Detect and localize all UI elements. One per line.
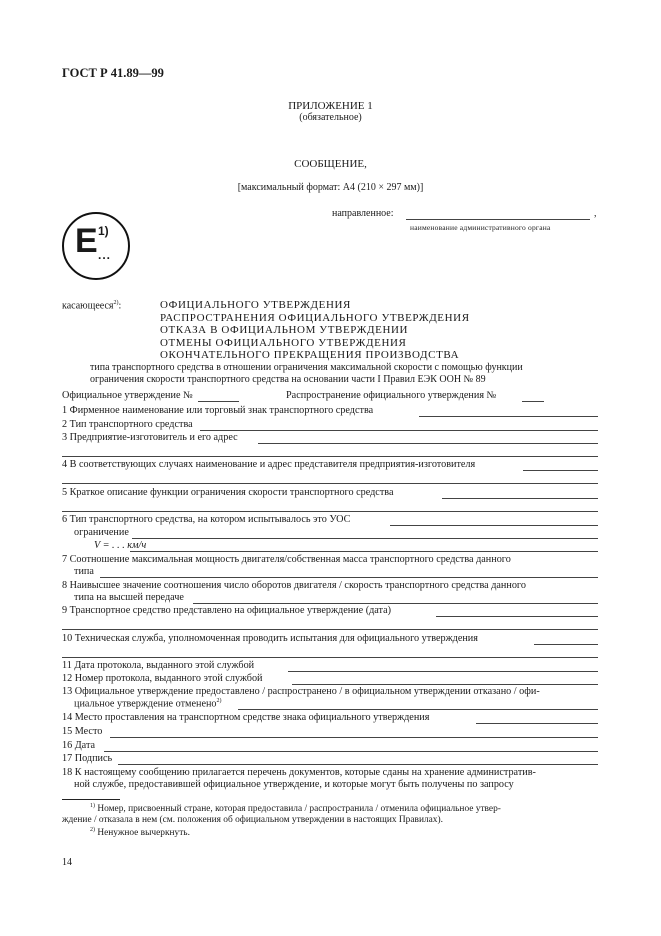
sent-by-caption: наименование административного органа xyxy=(410,223,551,232)
subject-production-discontinued: ОКОНЧАТЕЛЬНОГО ПРЕКРАЩЕНИЯ ПРОИЗВОДСТВА xyxy=(160,349,460,361)
item-8-line xyxy=(193,603,598,604)
message-title: СООБЩЕНИЕ, xyxy=(294,158,367,170)
subject-extension: РАСПРОСТРАНЕНИЯ ОФИЦИАЛЬНОГО УТВЕРЖДЕНИЯ xyxy=(160,312,470,324)
approval-mark-circle xyxy=(62,212,130,280)
approval-mark-letter: E xyxy=(75,222,98,260)
annex-subtitle: (обязательное) xyxy=(299,112,362,123)
subject-official-approval: ОФИЦИАЛЬНОГО УТВЕРЖДЕНИЯ xyxy=(160,299,351,311)
item-12: 12 Номер протокола, выданного этой службой xyxy=(62,673,263,684)
footnote-1: $^{1)}$ Номер, присвоенный стране, которая предоставила / распространила / отменила официальное утвер- xyxy=(90,803,501,815)
approval-mark-superscript: 1) xyxy=(98,224,109,238)
item-18-cont: ной службе, предоставившей официальное утверждение, и которые могут быть получены по запросу xyxy=(74,779,514,790)
item-8-cont: типа на высшей передаче xyxy=(74,592,184,603)
approval-mark-dots: ... xyxy=(98,248,112,262)
item-9: 9 Транспортное средство представлено на официальное утверждение (дата) xyxy=(62,605,392,616)
item-18: 18 К настоящему сообщению прилагается перечень документов, которые сданы на хранение административ- xyxy=(62,767,536,778)
item-13: 13 Официальное утверждение предоставлено / распространено / в официальном утверждении отказано / офи- xyxy=(62,686,540,697)
item-5: 5 Краткое описание функции ограничения скорости транспортного средства xyxy=(62,487,394,498)
footnote-1-cont: ждение / отказала в нем (см. положения об официальном утверждении в настоящих Правилах). xyxy=(62,815,443,825)
item-10: 10 Техническая служба, уполномоченная проводить испытания для официального утверждения xyxy=(62,633,478,644)
footnote-2: $^{2)}$ Ненужное вычеркнуть. xyxy=(90,827,190,839)
concerning-label: касающееся$^{2)}$: xyxy=(62,300,122,312)
type-text-line-2: ограничения скорости транспортного средства на основании части I Правил ЕЭК ООН № 89 xyxy=(90,374,486,385)
item-3-line xyxy=(258,443,598,444)
extension-number-line xyxy=(522,401,544,402)
item-6-speed: V = . . . км/ч xyxy=(94,540,147,551)
item-6-limitation: ограничение xyxy=(74,527,129,538)
item-16-line xyxy=(104,751,598,752)
approval-number-line xyxy=(198,401,239,402)
item-8: 8 Наивысшее значение соотношения число оборотов двигателя / скорость транспортного средства данного xyxy=(62,580,526,591)
item-7-line xyxy=(100,577,598,578)
item-16: 16 Дата xyxy=(62,740,96,751)
item-13-line xyxy=(238,709,598,710)
page-number: 14 xyxy=(62,857,72,868)
item-14-line xyxy=(476,723,598,724)
item-9-line xyxy=(436,616,598,617)
item-9-line-2 xyxy=(62,629,598,630)
item-10-line xyxy=(534,644,598,645)
format-note: [максимальный формат: А4 (210 × 297 мм)] xyxy=(237,182,424,193)
item-2-line xyxy=(200,430,598,431)
item-4: 4 В соответствующих случаях наименование и адрес представителя предприятия-изготовителя xyxy=(62,459,476,470)
item-17-line xyxy=(118,764,598,765)
item-14: 14 Место проставления на транспортном средстве знака официального утверждения xyxy=(62,712,430,723)
item-15-line xyxy=(110,737,598,738)
item-6-line xyxy=(390,525,598,526)
sent-by-comma: , xyxy=(594,208,597,219)
extension-number-label: Распространение официального утверждения № xyxy=(286,390,497,401)
item-3: 3 Предприятие-изготовитель и его адрес xyxy=(62,432,238,443)
item-4-line xyxy=(523,470,598,471)
item-17: 17 Подпись xyxy=(62,753,113,764)
document-code: ГОСТ Р 41.89—99 xyxy=(62,66,164,80)
item-7-cont: типа xyxy=(74,566,94,577)
footnote-rule xyxy=(62,799,120,800)
item-2: 2 Тип транспортного средства xyxy=(62,419,193,430)
item-5-line-2 xyxy=(62,511,598,512)
item-7: 7 Соотношение максимальная мощность двигателя/собственная масса транспортного средства данного xyxy=(62,554,511,565)
subject-refusal: ОТКАЗА В ОФИЦИАЛЬНОМ УТВЕРЖДЕНИИ xyxy=(160,324,409,336)
sent-by-label: направленное: xyxy=(332,208,394,219)
item-10-line-2 xyxy=(62,657,598,658)
item-12-line xyxy=(292,684,598,685)
annex-title: ПРИЛОЖЕНИЕ 1 xyxy=(288,100,373,112)
item-1-line xyxy=(419,416,598,417)
item-15: 15 Место xyxy=(62,726,103,737)
item-4-line-2 xyxy=(62,483,598,484)
sent-by-line xyxy=(406,219,590,220)
item-5-line xyxy=(442,498,598,499)
type-text-line-1: типа транспортного средства в отношении ограничения максимальной скорости с помощью функции xyxy=(90,362,523,373)
item-6: 6 Тип транспортного средства, на котором испытывалось это УОС xyxy=(62,514,351,525)
item-1: 1 Фирменное наименование или торговый знак транспортного средства xyxy=(62,405,374,416)
item-11: 11 Дата протокола, выданного этой службой xyxy=(62,660,255,671)
item-6-limitation-line xyxy=(132,538,598,539)
item-3-line-2 xyxy=(62,456,598,457)
subject-withdrawal: ОТМЕНЫ ОФИЦИАЛЬНОГО УТВЕРЖДЕНИЯ xyxy=(160,337,407,349)
item-6-speed-line xyxy=(130,551,598,552)
item-13-cont: циальное утверждение отменено$^{2)}$ xyxy=(74,698,222,710)
approval-number-label: Официальное утверждение № xyxy=(62,390,193,401)
item-11-line xyxy=(288,671,598,672)
